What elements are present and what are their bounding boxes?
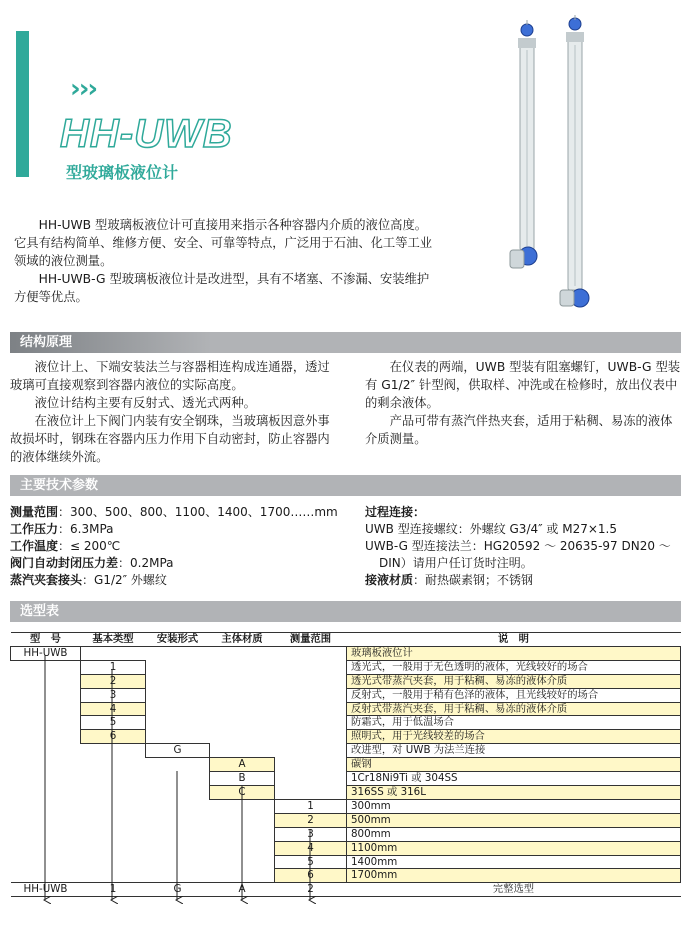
spec-label: 工作温度 [10,539,59,553]
table-cell: 照明式，用于光线较差的场合 [347,730,681,744]
table-row-example [11,883,681,897]
table-cell: HH-UWB [11,883,81,897]
spec-row [365,504,681,521]
spec-row [10,555,355,572]
table-row [11,813,681,827]
intro-text [14,216,439,306]
table-row [11,855,681,869]
table-row [11,646,681,660]
table-cell: 1 [275,799,347,813]
table-row [11,688,681,702]
principle-paragraph: 在仪表的两端，UWB 型装有阻塞螺钉，UWB-G 型装有 G1/2″ 针型阀，供取样、冲洗或在检修时，放出仪表中的剩余液体。 [365,360,681,410]
table-cell: 反射式带蒸汽夹套，用于粘稠、易冻的液体介质 [347,702,681,716]
principle-paragraph: 液位计结构主要有反射式、透光式两种。 [34,396,256,410]
table-row [11,730,681,744]
table-cell: 6 [81,730,146,744]
table-cell: G [146,883,210,897]
table-cell: 1400mm [347,855,681,869]
spec-row [365,572,681,589]
table-cell: 800mm [347,827,681,841]
table-row [11,799,681,813]
table-cell: 玻璃板液位计 [347,646,681,660]
spec-label: 过程连接： [365,505,426,519]
spec-value: ：6.3MPa [58,522,114,536]
table-cell: 防霜式，用于低温场合 [347,716,681,730]
column-header: 测量范围 [275,633,347,647]
spec-value: ：300、500、800、1100、1400、1700……mm [58,505,338,519]
spec-row: UWB 型连接螺纹：外螺纹 G3/4″ 或 M27×1.5 [365,522,617,536]
spec-label: 阀门自动封闭压力差 [10,556,119,570]
page-title: HH-UWB [60,112,233,156]
table-cell: 1Cr18Ni9Ti 或 304SS [347,772,681,786]
table-cell: 改进型，对 UWB 为法兰连接 [347,744,681,758]
table-row [11,841,681,855]
column-header: 安装形式 [146,633,210,647]
spec-row [10,538,355,555]
spec-label: 测量范围 [10,505,59,519]
spec-row [10,572,355,589]
principle-left [10,358,340,466]
accent-bar [16,31,29,177]
principle-paragraph: 在液位计上下阀门内装有安全钢珠，当玻璃板因意外事故损坏时，钢珠在容器内压力作用下自动密封，防止容器内的液体继续外流。 [10,414,330,464]
table-row [11,869,681,883]
table-cell: A [210,883,275,897]
table-cell: 500mm [347,813,681,827]
section-header-specs: 主要技术参数 [10,475,681,496]
spec-label: 工作压力 [10,522,59,536]
table-row [11,660,681,674]
principle-right [365,358,681,448]
specs-right [365,504,681,589]
table-cell: 1 [81,660,146,674]
table-cell: 4 [275,841,347,855]
table-cell: 2 [275,883,347,897]
column-header: 型 号 [11,633,81,647]
spec-row: UWB-G 型连接法兰：HG20592 ～ 20635-97 DN20 ～ [365,539,671,553]
table-cell: 3 [275,827,347,841]
table-row [11,785,681,799]
table-cell: 透光式带蒸汽夹套，用于粘稠、易冻的液体介质 [347,674,681,688]
principle-paragraph: 液位计上、下端安装法兰与容器相连构成连通器，透过玻璃可直接观察到容器内液位的实际高度。 [10,360,330,392]
column-header: 说 明 [347,633,681,647]
spec-value: ：0.2MPa [118,556,174,570]
table-cell: B [210,772,275,786]
spec-value: ：≤ 200℃ [58,539,121,553]
table-row [11,758,681,772]
spec-row [10,521,355,538]
intro-paragraph: HH-UWB 型玻璃板液位计可直接用来指示各种容器内介质的液位高度。它具有结构简单、维修方便、安全、可靠等特点，广泛用于石油、化工等工业领域的液位测量。 [14,218,433,268]
table-row [11,827,681,841]
table-row [11,716,681,730]
table-cell: 1 [81,883,146,897]
specs-left [10,504,355,589]
table-cell: 完整选型 [347,883,681,897]
section-header-principle: 结构原理 [10,332,681,353]
table-cell: 6 [275,869,347,883]
spec-value: ：G1/2″ 外螺纹 [82,573,167,587]
table-cell: 316SS 或 316L [347,785,681,799]
table-row [11,744,681,758]
intro-paragraph: HH-UWB-G 型玻璃板液位计是改进型，具有不堵塞、不渗漏、安装维护方便等优点。 [14,272,430,304]
table-cell: 2 [275,813,347,827]
column-header: 基本类型 [81,633,146,647]
table-cell: HH-UWB [11,646,81,660]
table-cell: 反射式，一般用于稍有色泽的液体，且光线较好的场合 [347,688,681,702]
gauge-illustration-icon [500,10,620,310]
chevron-icon: ››› [70,74,97,104]
table-header-row [11,633,681,647]
page-subtitle: 型玻璃板液位计 [66,163,179,182]
table-cell: C [210,785,275,799]
principle-paragraph: 产品可带有蒸汽伴热夹套，适用于粘稠、易冻的液体介质测量。 [365,414,673,446]
table-cell: 4 [81,702,146,716]
spec-row: DIN）请用户任订货时注明。 [379,556,533,570]
column-header: 主体材质 [210,633,275,647]
spec-label: 接液材质 [365,573,414,587]
spec-label: 蒸汽夹套接头 [10,573,83,587]
table-cell: 1100mm [347,841,681,855]
table-row [11,702,681,716]
table-cell: 碳钢 [347,758,681,772]
table-cell: G [146,744,210,758]
table-cell: 2 [81,674,146,688]
spec-value: ：耐热碳素钢；不锈钢 [413,573,534,587]
table-cell: 透光式，一般用于无色透明的液体，光线较好的场合 [347,660,681,674]
section-header-selection: 选型表 [10,601,681,622]
table-cell: 5 [81,716,146,730]
table-cell: 3 [81,688,146,702]
table-cell: 1700mm [347,869,681,883]
selection-table [10,632,681,897]
table-cell: 5 [275,855,347,869]
table-cell: A [210,758,275,772]
spec-row [10,504,355,521]
table-cell: 300mm [347,799,681,813]
table-row [11,674,681,688]
table-row [11,772,681,786]
